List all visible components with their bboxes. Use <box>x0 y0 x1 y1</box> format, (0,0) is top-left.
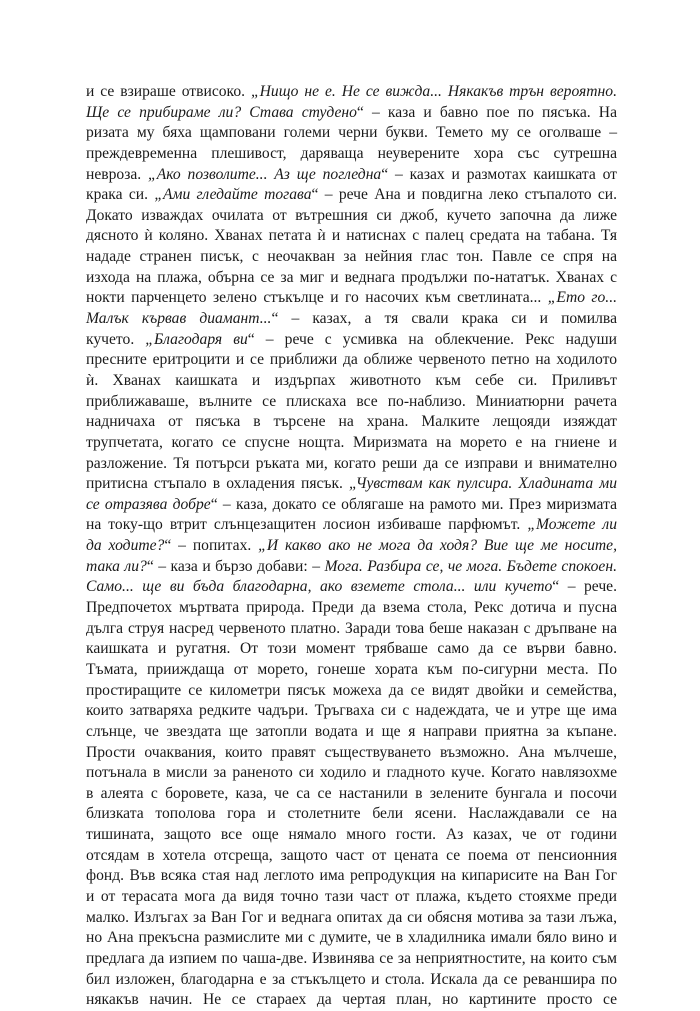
italic-dialogue: „Ами гледайте тогава <box>154 186 312 204</box>
text-run: “ – рече. <box>552 578 617 596</box>
italic-dialogue: „Благодаря ви <box>145 330 248 348</box>
text-run: близката тополова гора и столетните бели ясени. Наслаждавали се на <box>86 805 617 823</box>
text-line <box>86 743 617 764</box>
text-line <box>86 247 617 268</box>
text-run: ризата му бяха щамповани големи черни букви. Темето му се оголваше – <box>86 124 617 142</box>
text-run: на току-що втрит слънцезащитен лосион избиваше парфюмът. <box>86 516 528 534</box>
text-line <box>86 392 617 413</box>
body-text <box>86 82 617 1011</box>
text-run: дясното ѝ коляно. Хванах петата ѝ и натиснах с палец средата на табана. Тя <box>86 227 617 245</box>
text-line <box>86 165 617 186</box>
text-line <box>86 928 617 949</box>
text-line <box>86 866 617 887</box>
text-run: каишката и ругатня. От този момент трябваше само да се върви бавно. <box>86 640 617 658</box>
text-line <box>86 103 617 124</box>
text-line <box>86 908 617 929</box>
text-run: трупчетата, когато се спусне нощта. Миризмата на морето е на гниене и <box>86 433 617 451</box>
italic-dialogue: „Ако позволите... Аз ще погледна <box>148 165 382 183</box>
text-run: “ – попитах. <box>164 537 259 555</box>
text-line <box>86 598 617 619</box>
text-run: кучето. <box>86 330 146 348</box>
text-run: Тъмата, прииждаща от морето, гонеше хората към по-сигурни места. По <box>86 660 617 678</box>
text-run: и се взираше отвисоко. <box>86 83 251 100</box>
text-line <box>86 454 617 475</box>
text-run: крака си. <box>86 186 155 204</box>
italic-dialogue: „Чувствам как пулсира. Хладината ми <box>349 475 617 493</box>
italic-dialogue: Мога. Разбира се, че мога. Бъдете спокоен. <box>324 557 617 575</box>
text-run: и от терасата мога да видя точно тази част от плажа, където стояхме преди <box>86 887 617 905</box>
text-line <box>86 681 617 702</box>
text-line <box>86 185 617 206</box>
text-line <box>86 412 617 433</box>
text-line <box>86 330 617 351</box>
text-run: нададе странен писък, с неочакван за нейния глас тон. Павле се спря на <box>86 248 617 266</box>
text-run: в алеята с боровете, каза, че са се настанили в зелените бунгала и посочи <box>86 784 617 802</box>
text-line <box>86 144 617 165</box>
text-run: но Ана прекъсна размислите ми с думите, че в хладилника имали бяло вино и <box>86 929 617 947</box>
text-line <box>86 804 617 825</box>
text-line <box>86 887 617 908</box>
text-run: слънце, че звездата ще затопли водата и ще я направи приятна за къпане. <box>86 722 617 740</box>
text-run: “ – казах и размотах каишката от <box>381 165 617 183</box>
text-run: фонд. Във всяка стая над леглото има репродукция на кипарисите на Ван Гог <box>86 867 617 885</box>
text-run: които затваряха редките чадъри. Тръгваха си с надеждата, че и утре ще има <box>86 702 617 720</box>
text-run: някакъв начин. Не се стараех да чертая план, но картините просто се <box>86 991 617 1009</box>
text-run: простиращите се километри пясък можеха да се видят двойки и семейства, <box>86 681 617 699</box>
text-line <box>86 288 617 309</box>
text-line <box>86 846 617 867</box>
text-line <box>86 722 617 743</box>
text-run: невроза. <box>86 165 149 183</box>
text-line <box>86 577 617 598</box>
text-line <box>86 536 617 557</box>
text-run: пресните еритроцити и се приближи да оближе червеното петно на ходилото <box>86 351 617 369</box>
italic-dialogue: да ходите? <box>86 537 165 555</box>
text-run: Докато изваждах очилата от вътрешния си джоб, кучето започна да лиже <box>86 206 617 224</box>
text-line <box>86 350 617 371</box>
text-run: “ – каза и бавно пое по пясъка. На <box>356 103 617 121</box>
text-line <box>86 639 617 660</box>
italic-dialogue: се отразява добре <box>86 495 211 513</box>
text-run: приближаваше, вълните се плискаха все по-наблизо. Миниатюрни рачета <box>86 392 617 410</box>
text-run: преждевременна плешивост, даряваща неуверените хора със сутрешна <box>86 144 617 162</box>
text-run: нокти парченцето зелено стъкълце и го насочих към светлината... <box>86 289 548 307</box>
text-run: тишината, защото все още нямало много гости. Аз казах, че от години <box>86 826 617 844</box>
text-run: “ – рече с усмивка на облекчение. Рекс надуши <box>247 330 618 348</box>
italic-dialogue: „Ето го... <box>547 289 618 307</box>
text-line <box>86 515 617 536</box>
italic-dialogue: Само... ще ви бъда благодарна, ако вземете стола... или кучето <box>86 578 553 596</box>
text-run: малко. Излъгах за Ван Гог и веднага опитах да си обясня мотива за тази лъжа, <box>86 908 617 926</box>
text-line <box>86 701 617 722</box>
text-line <box>86 309 617 330</box>
text-line <box>86 123 617 144</box>
italic-dialogue: така ли? <box>86 557 147 575</box>
text-line <box>86 495 617 516</box>
text-line <box>86 557 617 578</box>
text-run: потънала в мисли за раненото си ходило и гладното куче. Когато навлязохме <box>86 764 617 782</box>
text-line <box>86 268 617 289</box>
text-run: дълга струя насред червеното платно. Заради това беше наказан с дръпване на <box>86 619 617 637</box>
text-line <box>86 371 617 392</box>
italic-dialogue: „Можете ли <box>527 516 617 534</box>
text-line <box>86 784 617 805</box>
text-line <box>86 990 617 1011</box>
text-run: бил изложен, благодарна е за стъкълцето и стола. Искала да се реваншира по <box>86 970 617 988</box>
text-line <box>86 474 617 495</box>
text-line <box>86 619 617 640</box>
text-line <box>86 660 617 681</box>
text-run: притисна стъпало в охладения пясък. <box>86 475 350 493</box>
text-line <box>86 226 617 247</box>
text-line <box>86 949 617 970</box>
text-run: ѝ. Хванах каишката и издърпах животното към себе си. Приливът <box>86 371 617 389</box>
text-run: Предпочетох мъртвата природа. Преди да взема стола, Рекс дотича и пусна <box>86 599 617 617</box>
text-run: предлага да изпием по чаша-две. Извинява се за неприятностите, на които съм <box>86 949 617 967</box>
text-run: Прости очаквания, които правят съществуването възможно. Ана мълчеше, <box>86 743 617 761</box>
text-line <box>86 970 617 991</box>
italic-dialogue: „И какво ако не мога да ходя? Вие ще ме носите, <box>258 537 618 555</box>
text-line <box>86 433 617 454</box>
text-line <box>86 82 617 103</box>
text-run: “ – казах, а тя свали крака си и помилва <box>271 310 617 328</box>
italic-dialogue: Малък кървав диамант... <box>86 310 272 328</box>
italic-dialogue: „Нищо не е. Не се вижда... Някакъв трън вероятно. <box>250 83 617 100</box>
text-run: “ – каза и бързо добави: – <box>146 557 325 575</box>
text-run: “ – каза, докато се облягаше на рамото ми. През миризмата <box>210 495 617 513</box>
text-run: отсядам в хотела отсреща, защото част от цената се поема от пенсионния <box>86 846 617 864</box>
text-run: “ – рече Ана и повдигна леко стъпалото си. <box>311 186 618 204</box>
text-line <box>86 825 617 846</box>
text-run: надничаха от пясъка в търсене на храна. Малките лещояди изяждат <box>86 413 617 431</box>
text-line <box>86 206 617 227</box>
text-run: разложение. Тя потърси ръката ми, когато реши да се изправи и внимателно <box>86 454 617 472</box>
text-line <box>86 763 617 784</box>
italic-dialogue: Ще се прибираме ли? Става студено <box>86 103 357 121</box>
text-run: изхода на плажа, обърна се за миг и веднага продължи по-нататък. Хванах с <box>86 268 617 286</box>
